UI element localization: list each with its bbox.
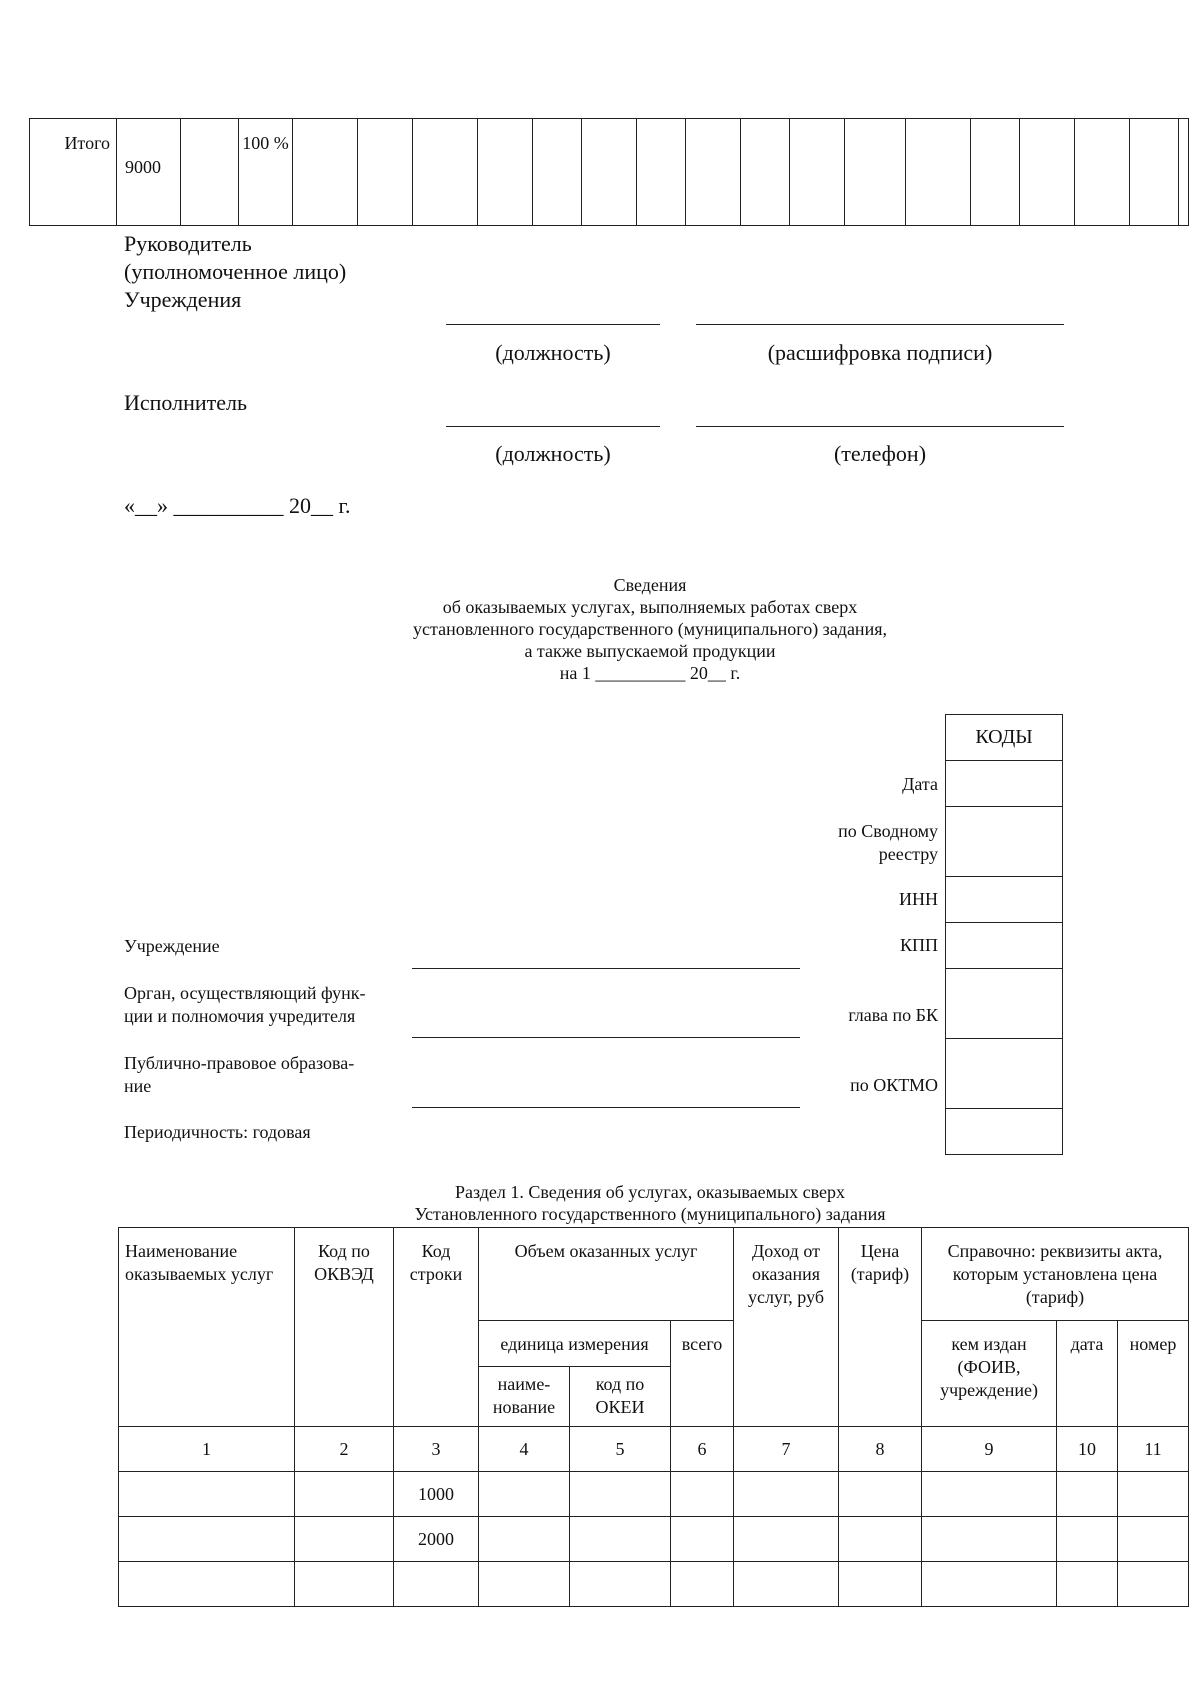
column-number: 7 [734,1427,839,1472]
position-caption: (должность) [495,340,611,365]
signature-caption: (расшифровка подписи) [767,340,993,365]
codes-labels [700,700,938,1140]
head-label-line: (уполномоченное лицо) [124,259,347,284]
total-cell [686,119,741,226]
total-cell [1179,119,1189,226]
code-extra-cell [946,1109,1063,1155]
cell [1057,1562,1118,1607]
header-date: дата [1057,1321,1118,1427]
code-oktmo-cell [946,1039,1063,1109]
cell [839,1562,922,1607]
head-label-line: Учреждения [124,287,242,312]
kpp-label: КПП [899,935,938,955]
public-entity-label-line: Публично-правовое образова- [124,1053,355,1073]
codes-header: КОДЫ [946,715,1063,761]
total-cell [1020,119,1075,226]
section-title-line: Раздел 1. Сведения об услугах, оказываемых сверх [454,1182,846,1202]
row-code [394,1562,479,1607]
head-label-line: Руководитель [124,231,252,256]
cell [570,1562,671,1607]
section-title-line: Установленного государственного (муниципального) задания [414,1204,886,1224]
cell [734,1472,839,1517]
cell [734,1517,839,1562]
cell [734,1562,839,1607]
cell [295,1562,394,1607]
header-number: номер [1118,1321,1189,1427]
executor-position-caption: (должность) [495,441,611,466]
header-price: Цена (тариф) [839,1228,922,1427]
cell [922,1562,1057,1607]
column-numbers-row [119,1427,1189,1472]
codes-table [945,714,1063,1155]
phone-line [696,426,1064,427]
header-okved: Код по ОКВЭД [295,1228,394,1427]
cell [295,1517,394,1562]
total-cell [906,119,971,226]
position-line [446,324,660,325]
section-title [300,1181,1000,1225]
total-cell [181,119,239,226]
code-bk-cell [946,969,1063,1039]
title-line: а также выпускаемой продукции [524,641,776,661]
founder-label-line: Орган, осуществляющий функ- [124,983,366,1003]
title-line: об оказываемых услугах, выполняемых работах сверх [442,597,858,617]
cell [1118,1562,1189,1607]
column-number: 3 [394,1427,479,1472]
cell [570,1472,671,1517]
founder-line [412,1037,800,1038]
header-unit: единица измерения [479,1321,671,1367]
total-cell [413,119,478,226]
cell [1057,1472,1118,1517]
cell [119,1472,295,1517]
column-number: 5 [570,1427,671,1472]
cell [119,1517,295,1562]
header-total: всего [671,1321,734,1427]
inn-label: ИНН [899,889,938,909]
cell [1118,1517,1189,1562]
total-label: Итого [30,119,117,226]
executor-label: Исполнитель [124,390,248,415]
header-unit-name: наиме-нование [479,1367,570,1427]
total-table [29,118,1189,226]
cell [295,1472,394,1517]
executor-position-line [446,426,660,427]
cell [479,1472,570,1517]
services-table [118,1227,1189,1607]
total-percent: 100 % [239,119,293,226]
table-row [119,1472,1189,1517]
total-cell [741,119,790,226]
cell [671,1517,734,1562]
cell [839,1517,922,1562]
institution-label: Учреждение [124,936,220,956]
oktmo-label: по ОКТМО [850,1075,938,1095]
total-cell [971,119,1020,226]
code-date-cell [946,761,1063,807]
cell [1118,1472,1189,1517]
title-line: на 1 __________ 20__ г. [559,663,741,683]
cell [479,1517,570,1562]
date-line: «__» __________ 20__ г. [124,493,351,518]
total-cell [1075,119,1130,226]
column-number: 11 [1118,1427,1189,1472]
founder-label-line: ции и полномочия учредителя [124,1006,356,1026]
header-income: Доход от оказания услуг, руб [734,1228,839,1427]
total-cell [1130,119,1179,226]
title-line: Сведения [613,575,687,595]
column-number: 1 [119,1427,295,1472]
column-number: 4 [479,1427,570,1472]
cell [570,1517,671,1562]
cell [922,1472,1057,1517]
total-cell [533,119,582,226]
registry-label [838,820,938,866]
code-kpp-cell [946,923,1063,969]
header-okei: код по ОКЕИ [570,1367,671,1427]
public-entity-label [124,1052,354,1098]
header-issued-by: кем издан (ФОИВ, учреждение) [922,1321,1057,1427]
column-number: 8 [839,1427,922,1472]
title-line: установленного государственного (муниципального) задания, [413,619,887,639]
column-number: 2 [295,1427,394,1472]
total-cell [790,119,845,226]
header-row-code: Код строки [394,1228,479,1427]
total-code: 9000 [117,119,181,226]
total-cell [637,119,686,226]
cell [479,1562,570,1607]
signature-line [696,324,1064,325]
institution-line [412,968,800,969]
header-reference: Справочно: реквизиты акта, которым установлена цена (тариф) [922,1228,1189,1321]
periodicity-label: Периодичность: годовая [124,1122,311,1142]
column-number: 10 [1057,1427,1118,1472]
cell [671,1472,734,1517]
total-cell [582,119,637,226]
founder-label [124,982,366,1028]
total-cell [478,119,533,226]
header-volume: Объем оказанных услуг [479,1228,734,1321]
report-title [300,574,1000,684]
head-label [124,230,346,314]
public-entity-line [412,1107,800,1108]
phone-caption: (телефон) [833,441,927,466]
cell [922,1517,1057,1562]
total-cell [845,119,906,226]
header-name: Наименование оказываемых услуг [119,1228,295,1427]
registry-label-line: по Сводному [838,821,938,841]
code-inn-cell [946,877,1063,923]
total-cell [358,119,413,226]
column-number: 9 [922,1427,1057,1472]
cell [839,1472,922,1517]
cell [671,1562,734,1607]
bk-label: глава по БК [848,1005,938,1025]
table-row [119,1517,1189,1562]
code-registry-cell [946,807,1063,877]
registry-label-line: реестру [878,844,938,864]
table-row [119,1562,1189,1607]
date-label: Дата [902,774,938,794]
total-row [30,119,1189,226]
cell [1057,1517,1118,1562]
row-code: 2000 [394,1517,479,1562]
total-cell [293,119,358,226]
row-code: 1000 [394,1472,479,1517]
cell [119,1562,295,1607]
column-number: 6 [671,1427,734,1472]
public-entity-label-line: ние [124,1076,152,1096]
